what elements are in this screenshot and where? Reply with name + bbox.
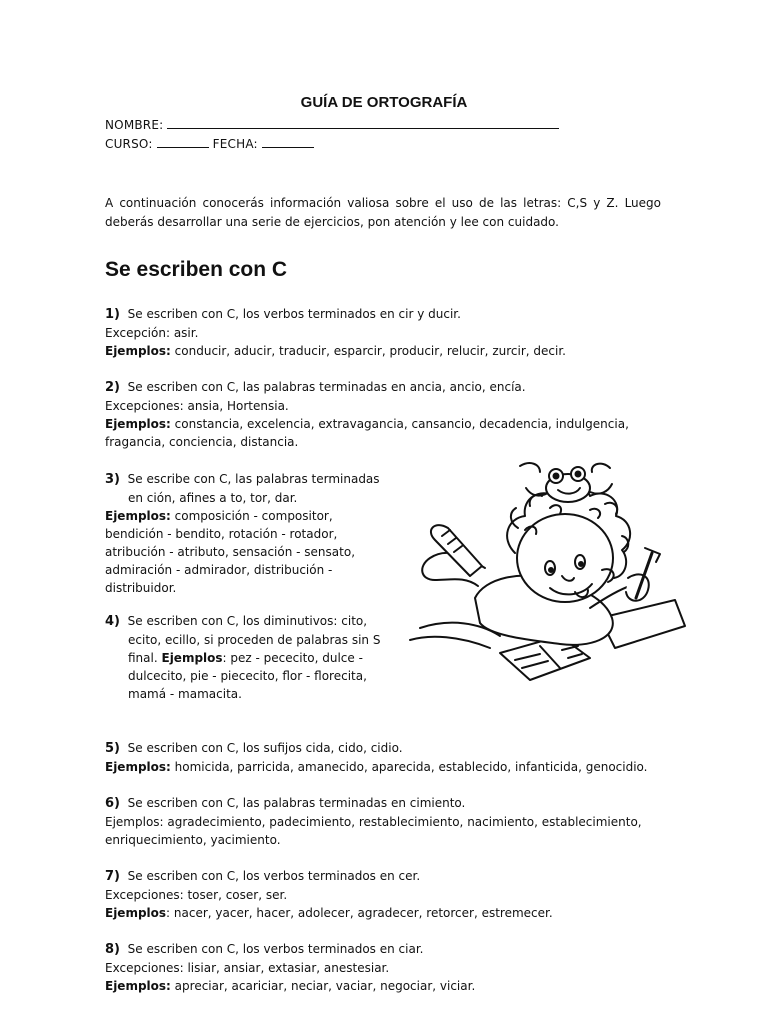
examples-label: Ejemplos: (105, 509, 171, 523)
rule-number: 6) (105, 796, 120, 811)
course-blank (157, 136, 209, 148)
rule-text: Se escriben con C, los verbos terminados en ciar. (127, 942, 424, 956)
date-blank (262, 136, 314, 148)
rule-text: Se escriben con C, las palabras terminadas en cimiento. (127, 796, 466, 810)
intro-paragraph: A continuación conocerás información valiosa sobre el uso de las letras: C,S y Z. Luego deberás desarrollar una serie de ejercicios, pon atención y lee con cuidado. (105, 196, 661, 229)
rule-number: 8) (105, 942, 120, 957)
course-label: CURSO: (105, 137, 153, 151)
rule-text-continued: en ción, afines a to, tor, dar. (128, 491, 298, 505)
rule-number: 5) (105, 741, 120, 756)
rule-text: Se escribe con C, las palabras terminadas (127, 472, 380, 486)
rule-text-continued: ecito, ecillo, si proceden de palabras sin S final. (128, 633, 381, 665)
rule-number: 4) (105, 614, 120, 629)
name-blank (167, 117, 559, 129)
examples-text: homicida, parricida, amanecido, aparecida, establecido, infanticida, genocidio. (174, 760, 648, 774)
examples-text: constancia, excelencia, extravagancia, cansancio, decadencia, indulgencia, fragancia, conciencia, distancia. (105, 417, 629, 449)
exception-label: Excepciones: (105, 888, 184, 902)
examples-label: Ejemplos (105, 906, 167, 920)
name-field-row (105, 116, 559, 134)
exception-label: Excepciones: (105, 961, 184, 975)
rule-7 (105, 867, 665, 922)
examples-text: : pez - pececito, dulce - dulcecito, pie - piececito, flor - florecita, mamá - mamacita. (128, 651, 367, 701)
rule-text: Se escriben con C, los sufijos cida, cido, cidio. (127, 741, 403, 755)
rule-number: 7) (105, 869, 120, 884)
rule-6 (105, 794, 665, 849)
examples-label: Ejemplos: (105, 815, 164, 829)
rule-number: 1) (105, 307, 120, 322)
exception-label: Excepciones: (105, 399, 184, 413)
examples-label: Ejemplos: (105, 344, 171, 358)
examples-text: conducir, aducir, traducir, esparcir, producir, relucir, zurcir, decir. (174, 344, 566, 358)
rule-8 (105, 940, 665, 995)
examples-label: Ejemplos: (105, 417, 171, 431)
examples-text: apreciar, acariciar, neciar, vaciar, negociar, viciar. (174, 979, 476, 993)
exception-text: toser, coser, ser. (187, 888, 288, 902)
rule-text: Se escriben con C, las palabras terminadas en ancia, ancio, encía. (127, 380, 526, 394)
rule-4 (105, 612, 387, 703)
rule-1 (105, 305, 665, 360)
rule-2 (105, 378, 665, 451)
rule-3 (105, 470, 387, 597)
name-label: NOMBRE: (105, 118, 164, 132)
date-label: FECHA: (212, 137, 258, 151)
page-title: GUÍA DE ORTOGRAFÍA (300, 94, 468, 111)
examples-label: Ejemplos: (105, 979, 171, 993)
examples-label: Ejemplos (161, 651, 223, 665)
exception-label: Excepción: (105, 326, 170, 340)
examples-text: agradecimiento, padecimiento, restablecimiento, nacimiento, establecimiento, enriquecimiento, yacimiento. (105, 815, 642, 847)
exception-text: asir. (173, 326, 199, 340)
rule-number: 2) (105, 380, 120, 395)
exception-text: lisiar, ansiar, extasiar, anestesiar. (187, 961, 390, 975)
examples-text: composición - compositor, bendición - bendito, rotación - rotador, atribución - atributo, sensación - sensato, admiración - admirador, distribución - distribuidor. (105, 509, 356, 595)
examples-label: Ejemplos: (105, 760, 171, 774)
exception-text: ansia, Hortensia. (187, 399, 289, 413)
course-date-row (105, 135, 314, 153)
rule-5 (105, 739, 665, 776)
section-heading: Se escriben con C (105, 258, 288, 281)
rule-text: Se escriben con C, los verbos terminados en cir y ducir. (127, 307, 461, 321)
rule-number: 3) (105, 472, 120, 487)
examples-text: : nacer, yacer, hacer, adolecer, agradecer, retorcer, estremecer. (166, 906, 553, 920)
child-writing-illustration (390, 458, 690, 688)
rule-text: Se escriben con C, los verbos terminados en cer. (127, 869, 421, 883)
rule-text: Se escriben con C, los diminutivos: cito, (127, 614, 368, 628)
